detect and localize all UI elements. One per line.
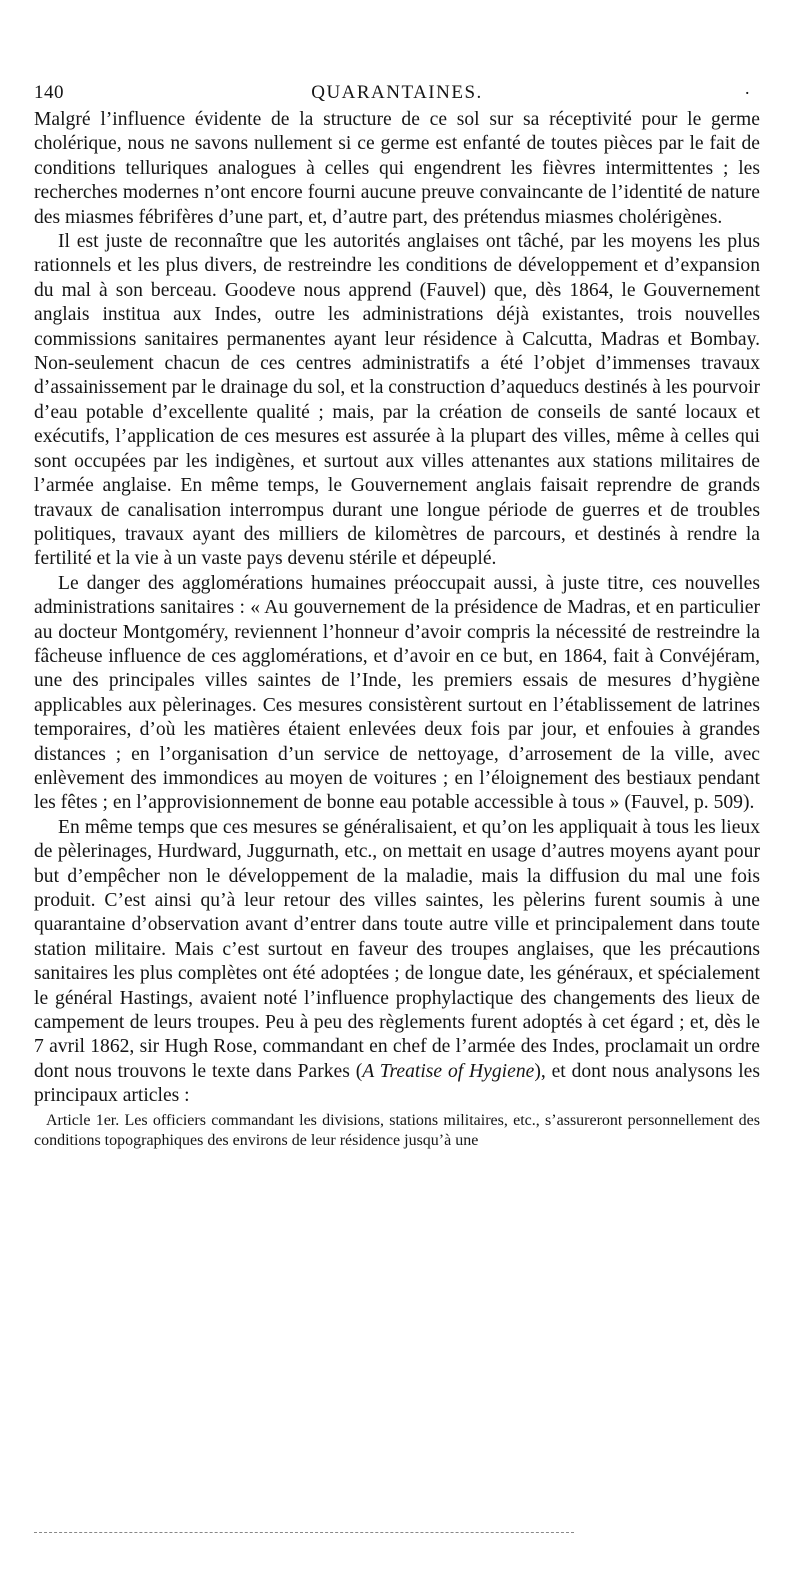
- article-excerpt: [34, 1111, 760, 1151]
- paragraph-1: Malgré l’influence évidente de la structure de ce sol sur sa réceptivité pour le germe cholérique, nous ne savons nullement si ce germe est enfanté de toutes pièces par le fait de conditions telluriques analogues à celles qui engendrent les fièvres intermittentes ; les recherches modernes n’ont encore fourni aucune preuve convaincante de l’identité de nature des miasmes fébrifères d’une part, et, d’autre part, des prétendus miasmes cholérigènes.: [34, 109, 760, 228]
- article-label: Article 1er.: [46, 1111, 120, 1129]
- header-mark: .: [745, 78, 750, 98]
- article-text: Les officiers commandant les divisions, stations militaires, etc., s’assureront personnellement des conditions topographiques des environs de leur résidence jusqu’à une: [34, 1111, 761, 1149]
- book-page: [34, 78, 761, 1151]
- bottom-rule: [34, 1532, 574, 1533]
- paragraph-4: [34, 816, 760, 1109]
- page-number: 140: [34, 82, 64, 103]
- body-text: [34, 108, 760, 1109]
- paragraph-2: Il est juste de reconnaître que les autorités anglaises ont tâché, par les moyens les plus rationnels et les plus divers, de restreindre les conditions de développement et d’expansion du mal à son berceau. Goodeve nous apprend (Fauvel) que, dès 1864, le Gouvernement anglais institua aux Indes, outre les administrations déjà existantes, trois nouvelles commissions sanitaires permanentes ayant leur résidence à Calcutta, Madras et Bombay. Non-seulement chacun de ces centres administratifs a été l’objet d’immenses travaux d’assainissement par le drainage du sol, et la construction d’aqueducs destinés à les pourvoir d’eau potable d’excellente qualité ; mais, par la création de conseils de santé locaux et exécutifs, l’application de ces mesures est assurée à la plupart des villes, même à celles qui sont occupées par les indigènes, et surtout aux villes attenantes aux stations militaires de l’armée anglaise. En même temps, le Gouvernement anglais faisait reprendre de grands travaux de canalisation interrompus durant une longue période de guerres et de troubles politiques, travaux ayant des milliers de kilomètres de parcours, et destinés à rendre la fertilité et la vie à un vaste pays devenu stérile et dépeuplé.: [34, 231, 760, 570]
- paragraph-4-text: En même temps que ces mesures se généralisaient, et qu’on les appliquait à tous les lieux de pèlerinages, Hurdward, Juggurnath, etc., on mettait en usage d’autres moyens ayant pour but d’empêcher non le développement de la maladie, mais la diffusion du mal une fois produit. C’est ainsi qu’à leur retour des villes saintes, les pèlerins furent soumis à une quarantaine d’observation avant d’entrer dans toute autre ville et principalement dans toute station militaire. Mais c’est surtout en faveur des troupes anglaises, que les précautions sanitaires les plus complètes ont été adoptées ; de longue date, les généraux, et spécialement le général Hastings, avaient noté l’influence prophylactique des changements des lieux de campement de leurs troupes. Peu à peu des règlements furent adoptés à cet égard ; et, dès le 7 avril 1862, sir Hugh Rose, commandant en chef de l’armée des Indes, proclamait un ordre dont nous trouvons le texte dans Parkes (: [34, 816, 760, 1082]
- book-title: A Treatise of Hygiene: [362, 1060, 535, 1082]
- paragraph-4-tail: ), et dont nous analysons les principaux articles :: [34, 1060, 760, 1107]
- running-head: [34, 78, 760, 112]
- running-title: QUARANTAINES.: [311, 82, 483, 103]
- paragraph-3: Le danger des agglomérations humaines préoccupait aussi, à juste titre, ces nouvelles administrations sanitaires : « Au gouvernement de la présidence de Madras, et en particulier au docteur Montgoméry, reviennent l’honneur d’avoir compris la nécessité de restreindre la fâcheuse influence de ces agglomérations, et d’avoir en ce but, en 1864, fait à Convéjéram, une des principales villes saintes de l’Inde, les premiers essais de mesures d’hygiène applicables aux pèlerinages. Ces mesures consistèrent surtout en l’établissement de latrines temporaires, d’où les matières étaient enlevées deux fois par jour, et enfouies à grandes distances ; en l’organisation d’un service de nettoyage, d’arrosement de la ville, avec enlèvement des immondices au moyen de voitures ; en l’éloignement des bestiaux pendant les fêtes ; en l’approvisionnement de bonne eau potable accessible à tous » (Fauvel, p. 509).: [34, 572, 760, 814]
